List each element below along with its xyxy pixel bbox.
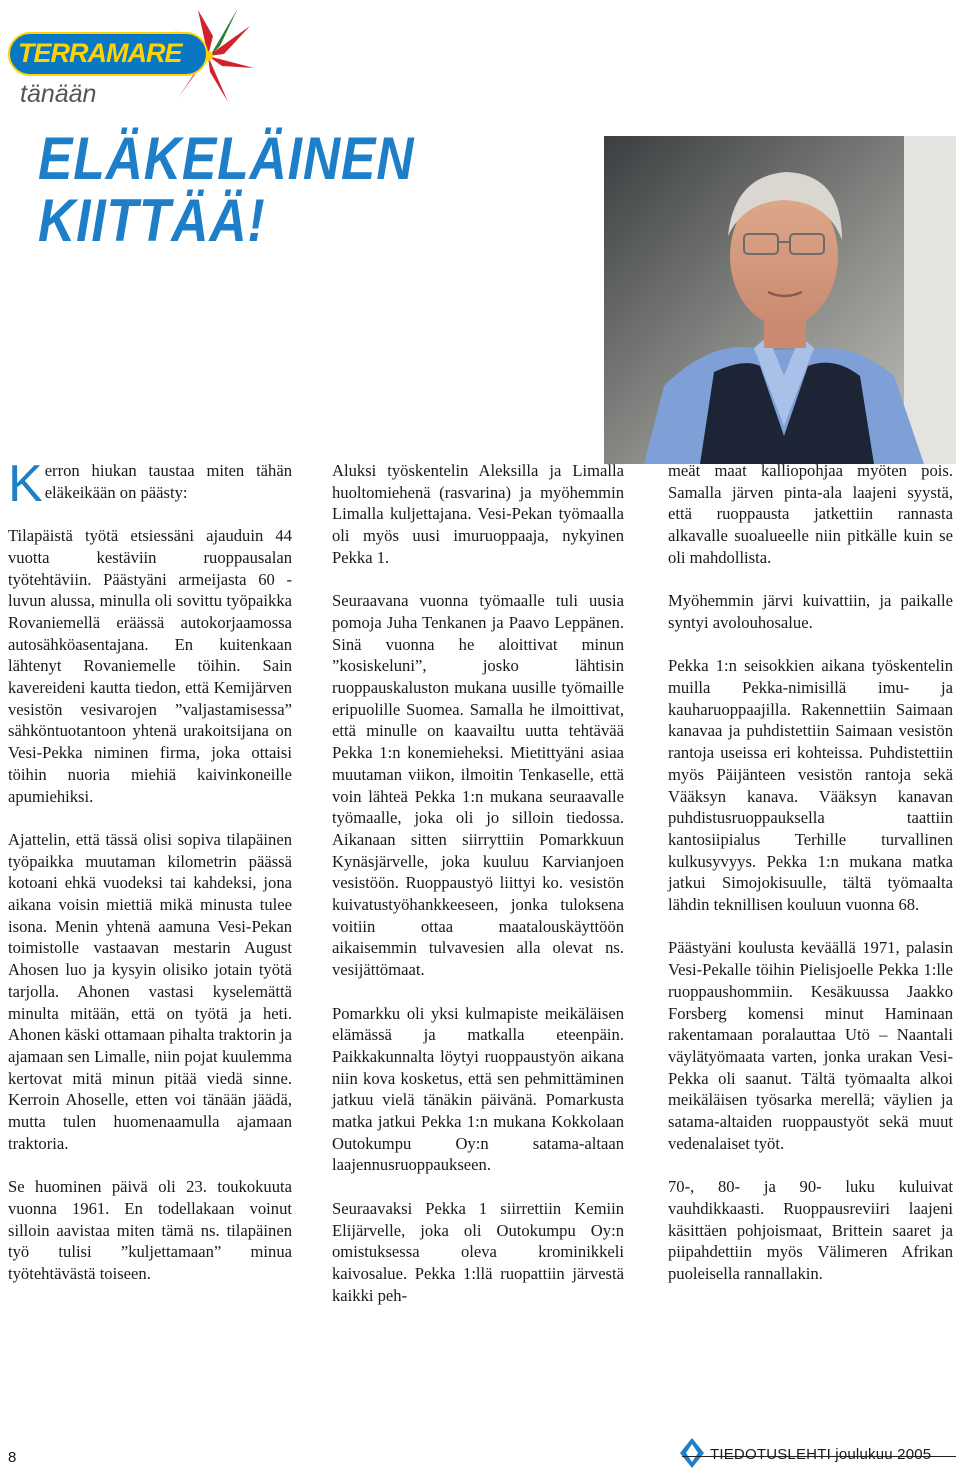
page-number: 8 bbox=[8, 1449, 17, 1466]
logo-brand-text: TERRAMARE bbox=[18, 38, 182, 68]
paragraph: Pekka 1:n seisokkien aikana työskentelin muilla Pekka-nimisillä imu- ja kauharuoppaajilla. Rakennettiin Saimaan kanavaa ja puhdistettiin Saimaan vesistön rantoja useissa eri kohteissa. Puhdistettiin myös Päijänteen vesistön rantoja sekä Vääksyn kanava. Vääksyn kanavan puhdistusruoppauksella taattiin kantosiipialus Terhille turvallinen kulkusyvyys. Pekka 1:n mukana matka jatkui Simojokisuulle, tältä työmaalta lähdin teknillisen kouluun vuonna 68. bbox=[668, 656, 953, 915]
paragraph: Tilapäistä työtä etsiessäni ajauduin 44 vuotta kestäviin ruoppausalan työtehtäviin. Päästyäni armeijasta 60 - luvun alussa, minulla oli sovittu työpaikka Rovaniemellä eräässä autokorjaamossa autosähköasentajana. En kuitenkaan lähtenyt Rovaniemelle töihin. Sain kavereideni kautta tiedon, että Kemijärven vesistön vesivarojen ”valjastamisessa” sähköntuotantoon yhtenä urakoitsijana on Vesi-Pekka niminen firma, joka ottaisi töihin nuoria miehiä kaivinkoneille apumiehiksi. bbox=[8, 526, 292, 806]
article-column-1 bbox=[8, 455, 292, 1306]
paragraph: meät maat kalliopohjaa myöten pois. Samalla järven pinta-ala laajeni syystä, että ruoppausta jatkettiin rannasta alkavalle suoalueelle niin pitkälle kuin se oli mahdollista. bbox=[668, 461, 953, 567]
paragraph: Pomarkku oli yksi kulmapiste meikäläisen elämässä ja matkalla eteenpäin. Paikkakunnalta löytyi ruoppaustyön aikana niin kova kosketus, että sen pehmittäminen jatkuu vielä tänäkin päivänä. Pomarkusta matka jatkui Pekka 1:n mukana Kokkolaan Outokumpu Oy:n satama-altaan laajennusruoppaukseen. bbox=[332, 1003, 624, 1175]
logo-subtitle: tänään bbox=[20, 80, 97, 108]
article-column-2 bbox=[332, 460, 624, 1328]
paragraph: Se huominen päivä oli 23. toukokuuta vuonna 1961. En todellakaan voinut silloin aavistaa miten tämä ns. tilapäinen työ tulisi ”kuljettamaan” minua työtehtävästä toiseen. bbox=[8, 1177, 292, 1283]
intro-text: erron hiukan taustaa miten tähän eläkeikään on päästy: bbox=[44, 461, 292, 502]
intro-paragraph bbox=[8, 455, 292, 513]
headline-line-2: KIITTÄÄ! bbox=[38, 187, 266, 254]
article-headline bbox=[38, 125, 415, 254]
paragraph: 70-, 80- ja 90- luku kuluivat vauhdikkaasti. Ruoppausreviiri laajeni käsittäen pohjoismaat, Brittein saaret ja piipahdettiin myös Välimeren Afrikan puoleisella rannallakin. bbox=[668, 1177, 953, 1283]
terramare-logo bbox=[8, 6, 258, 110]
paragraph: Myöhemmin järvi kuivattiin, ja paikalle syntyi avolouhosalue. bbox=[668, 591, 953, 632]
headline-line-1: ELÄKELÄINEN bbox=[38, 125, 415, 192]
publication-logo-icon bbox=[680, 1438, 704, 1468]
article-column-3 bbox=[668, 460, 953, 1306]
paragraph: Seuraavaksi Pekka 1 siirrettiin Kemiin Elijärvelle, joka oli Outokumpu Oy:n omistuksessa oleva krominikkeli kaivosalue. Pekka 1:llä ruopattiin järvestä kaikki peh- bbox=[332, 1198, 624, 1305]
paragraph: Seuraavana vuonna työmaalle tuli uusia pomoja Juha Tenkanen ja Paavo Leppänen. Sinä vuonna he aloittivat minun ”kosiskeluni”, josko lähtisin ruoppauskaluston mukana uusille työmaille eripuolille Suomea. Samalla he ilmoittivat, että minulle on kaavailtu uutta tehtävää Pekka 1:n konemieheksi. Mietittyäni asiaa muutaman viikon, ilmoitin Tenkaselle, että voin lähteä Pekka 1:n mukana seuraavalle työmaalle, joka oli jo silloin tiedossa. Aikanaan sitten siirryttiin Pomarkkuun Kynäsjärvelle, joka kuuluu Karvianjoen vesistöön. Ruoppaustyö liittyi ko. vesistön kuivatustyöhankkeeseen, jonka tuloksena voitiin ottaa maatalouskäyttöön aikaisemmin tulvavesien alla olevat ns. vesijättömaat. bbox=[332, 591, 624, 980]
paragraph: Päästyäni koulusta keväällä 1971, palasin Vesi-Pekalle töihin Pielisjoelle Pekka 1:lle ruoppaushommiin. Kesäkuussa Jaakko Forsberg komensi minut Haminaan rakentamaan poralauttaa Utö – Naantali väylätyömaata varten, jonka urakan Vesi-Pekka oli saanut. Tältä työmaalta alkoi meikäläisen työsarka merellä; väylien ja satama-altaiden ruoppaustyöt sekä muut vedenalaiset työt. bbox=[668, 938, 953, 1153]
drop-cap: K bbox=[8, 455, 43, 513]
paragraph: Ajattelin, että tässä olisi sopiva tilapäinen työpaikka muutaman kilometrin päässä kotoani ehkä vuodeksi tai kahdeksi, jona aikana voisin miettiä mikä minusta tulee isona. Menin yhtenä aamuna Vesi-Pekan toimistolle vastaavan mestarin August Ahosen luo ja kysyin olisiko jotain työtä tarjolla. Ahonen vastasi kyselemättä minulta mitään, että on työtä ja heti. Ahonen käski ottamaan pihalta traktorin ja ajamaan sen Limalle, niin pojat kuulemma kertovat mitä minun pitää viedä sinne. Kerroin Ahoselle, etten voi tänään jäädä, mutta tulen huomenaamulla ajamaan traktoria. bbox=[8, 829, 292, 1153]
publication-info: TIEDOTUSLEHTI joulukuu 2005 bbox=[710, 1446, 932, 1463]
portrait-photo bbox=[604, 136, 956, 464]
paragraph: Aluksi työskentelin Aleksilla ja Limalla huoltomiehenä (rasvarina) ja myöhemmin Limalla kuljettajana. Vesi-Pekan työmaalla oli myös uusi imuruoppaaja, nykyinen Pekka 1. bbox=[332, 461, 624, 567]
